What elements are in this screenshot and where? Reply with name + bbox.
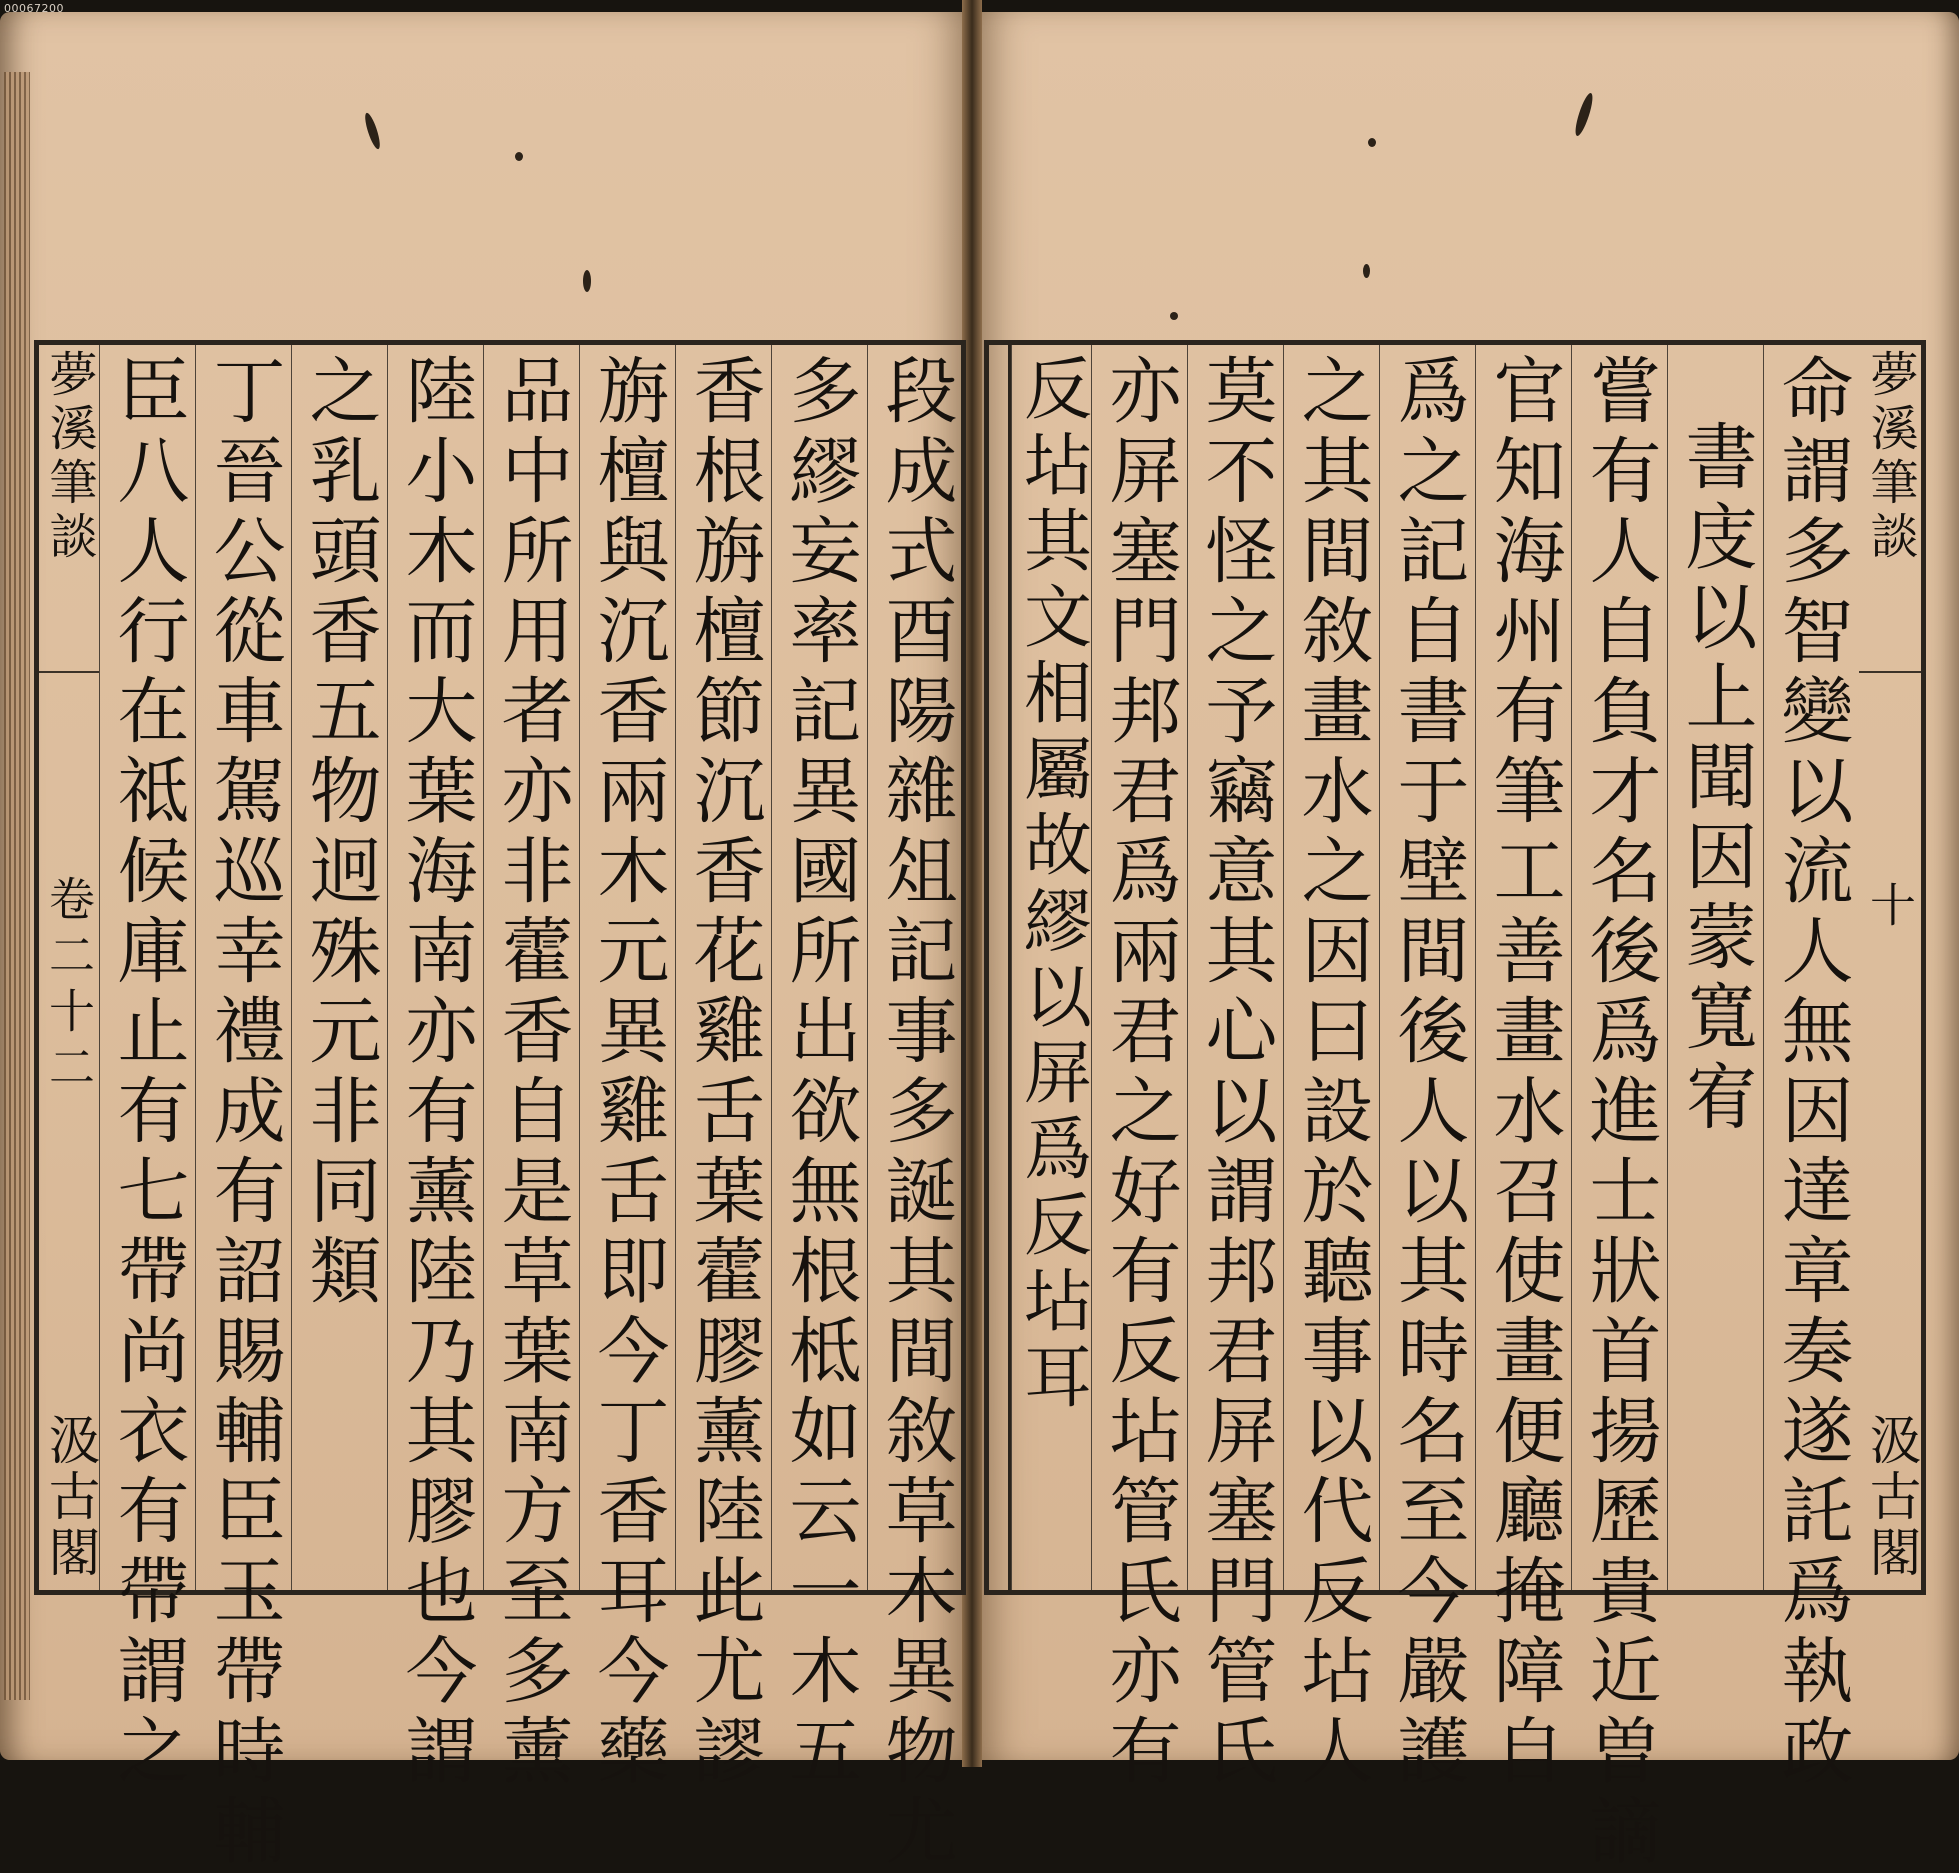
text-column xyxy=(1571,345,1667,1873)
block-center-folio: 十 xyxy=(1863,881,1917,937)
column-text: 亦屏塞門邦君爲兩君之好有反坫管氏亦有 xyxy=(1097,353,1182,1793)
column-text: 多繆妄率記異國所出欲無根柢如云一木五 xyxy=(777,353,862,1793)
block-center-studio: 汲古閣 xyxy=(1860,1413,1920,1581)
column-text: 官知海州有筆工善畫水召使畫便廳掩障自 xyxy=(1481,353,1566,1793)
column-text: 之其間敘畫水之因曰設於聽事以代反坫人 xyxy=(1289,353,1374,1793)
text-column xyxy=(99,345,195,1793)
column-text: 臣八人行在祗候庫止有七帶尚衣有帶謂之 xyxy=(105,353,190,1793)
block-center-title: 夢溪筆談 xyxy=(41,349,97,565)
archive-id: 00067200 xyxy=(4,2,64,15)
text-column xyxy=(771,345,867,1793)
text-column xyxy=(1011,345,1091,1590)
block-center-chapter: 卷二十二 xyxy=(42,875,96,1099)
text-column xyxy=(1763,345,1859,1793)
left-text-block xyxy=(34,340,966,1873)
wormhole-spot xyxy=(1368,138,1376,147)
wormhole-spot xyxy=(1170,312,1178,320)
column-text: 爲之記自書于壁間後人以其時名至今嚴護 xyxy=(1385,353,1470,1793)
block-center-divider xyxy=(1859,671,1921,673)
wormhole-spot xyxy=(1572,92,1595,138)
column-text: 命謂多智變以流人無因達章奏遂託爲執政 xyxy=(1769,353,1854,1793)
column-text: 香根旃檀節沉香花雞舌葉藿膠薰陸此尤謬 xyxy=(681,353,766,1793)
column-text: 段成式酉陽雜俎記事多誕其間敘草木異物尤 xyxy=(873,353,958,1873)
inner-border xyxy=(989,345,1011,1590)
right-text-block xyxy=(984,340,1926,1873)
wormhole-spot xyxy=(515,152,523,161)
text-column xyxy=(579,345,675,1793)
wormhole-spot xyxy=(1363,264,1370,278)
column-text: 反坫其文相屬故繆以屏爲反坫耳 xyxy=(1012,353,1092,1417)
text-column xyxy=(1283,345,1379,1793)
text-column xyxy=(387,345,483,1793)
text-column xyxy=(867,345,963,1873)
wormhole-spot xyxy=(362,112,382,151)
text-column xyxy=(483,345,579,1793)
text-column xyxy=(675,345,771,1793)
column-text: 丁晉公從車駕巡幸禮成有詔賜輔臣玉帶時輔 xyxy=(201,353,286,1873)
left-fore-edge xyxy=(4,72,30,1700)
column-text: 陸小木而大葉海南亦有薰陸乃其膠也今謂 xyxy=(393,353,478,1793)
column-text: 嘗有人自負才名後爲進士狀首揚歷貴近曽謫 xyxy=(1577,353,1662,1873)
column-text: 莫不怪之予竊意其心以謂邦君屏塞門管氏 xyxy=(1193,353,1278,1793)
column-text: 書庋以上聞因蒙寬宥 xyxy=(1673,419,1758,1139)
block-center xyxy=(1859,345,1921,1590)
right-columns xyxy=(989,345,1921,1873)
text-column xyxy=(291,345,387,1590)
block-center xyxy=(39,345,99,1590)
wormhole-spot xyxy=(583,270,591,292)
text-column xyxy=(195,345,291,1873)
text-column xyxy=(1091,345,1187,1793)
block-center-title: 夢溪筆談 xyxy=(1862,349,1918,565)
column-text: 之乳頭香五物迥殊元非同類 xyxy=(297,353,382,1313)
text-column xyxy=(1187,345,1283,1793)
left-columns xyxy=(39,345,961,1873)
column-text: 品中所用者亦非藿香自是草葉南方至多薰 xyxy=(489,353,574,1793)
text-column xyxy=(1667,345,1763,1590)
text-column xyxy=(1379,345,1475,1793)
block-center-studio: 汲古閣 xyxy=(39,1413,99,1581)
block-center-divider xyxy=(39,671,99,673)
text-column xyxy=(1475,345,1571,1793)
column-text: 旃檀與沉香兩木元異雞舌即今丁香耳今藥 xyxy=(585,353,670,1793)
